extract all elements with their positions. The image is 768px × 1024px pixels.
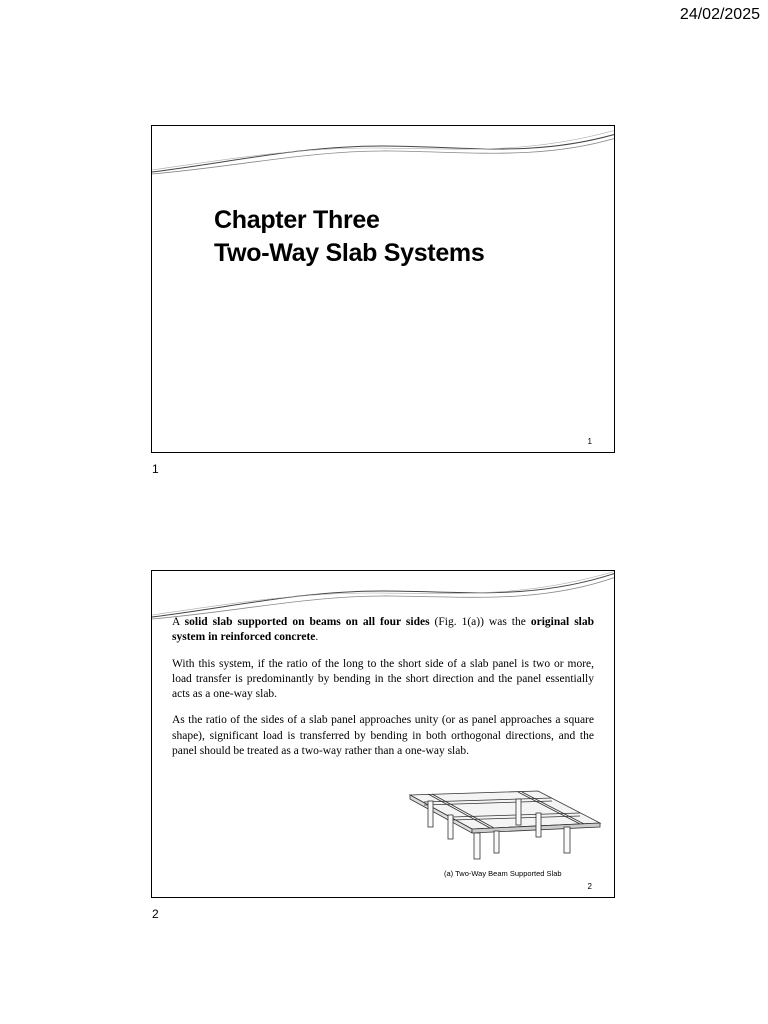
slide-number: 2	[587, 882, 592, 891]
p1-text-2: (Fig. 1(a)) was the	[429, 616, 531, 628]
paragraph-2: With this system, if the ratio of the long to the short side of a slab panel is two or more, load transfer is predominantly by bending in the short direction and the panel essentially acts as a one-way slab.	[172, 657, 594, 701]
slide-1	[151, 125, 615, 453]
figure-caption: (a) Two-Way Beam Supported Slab	[444, 869, 562, 878]
slide-number: 1	[587, 437, 592, 446]
page-number: 1	[152, 462, 159, 476]
wave-decoration	[152, 126, 615, 186]
two-way-slab-figure	[408, 789, 604, 861]
slide-2	[151, 570, 615, 898]
print-date: 24/02/2025	[679, 6, 760, 23]
page-number: 2	[152, 907, 159, 921]
slide-title	[214, 204, 484, 270]
p1-text-3: .	[315, 631, 319, 644]
title-line-1: Chapter Three	[214, 206, 380, 234]
p1-text-1: A	[172, 616, 185, 628]
slide-body	[172, 615, 594, 770]
p1-bold-2: original slab system in reinforced concrete	[172, 616, 595, 644]
paragraph-3: As the ratio of the sides of a slab panel approaches unity (or as panel approaches a square shape), significant load is transferred by bending in both orthogonal directions, and the panel should be treated as a two-way rather than a one-way slab.	[172, 714, 594, 758]
p1-bold-1: solid slab supported on beams on all four sides	[184, 616, 430, 628]
title-line-2: Two-Way Slab Systems	[214, 239, 485, 267]
paragraph-1	[172, 615, 594, 646]
